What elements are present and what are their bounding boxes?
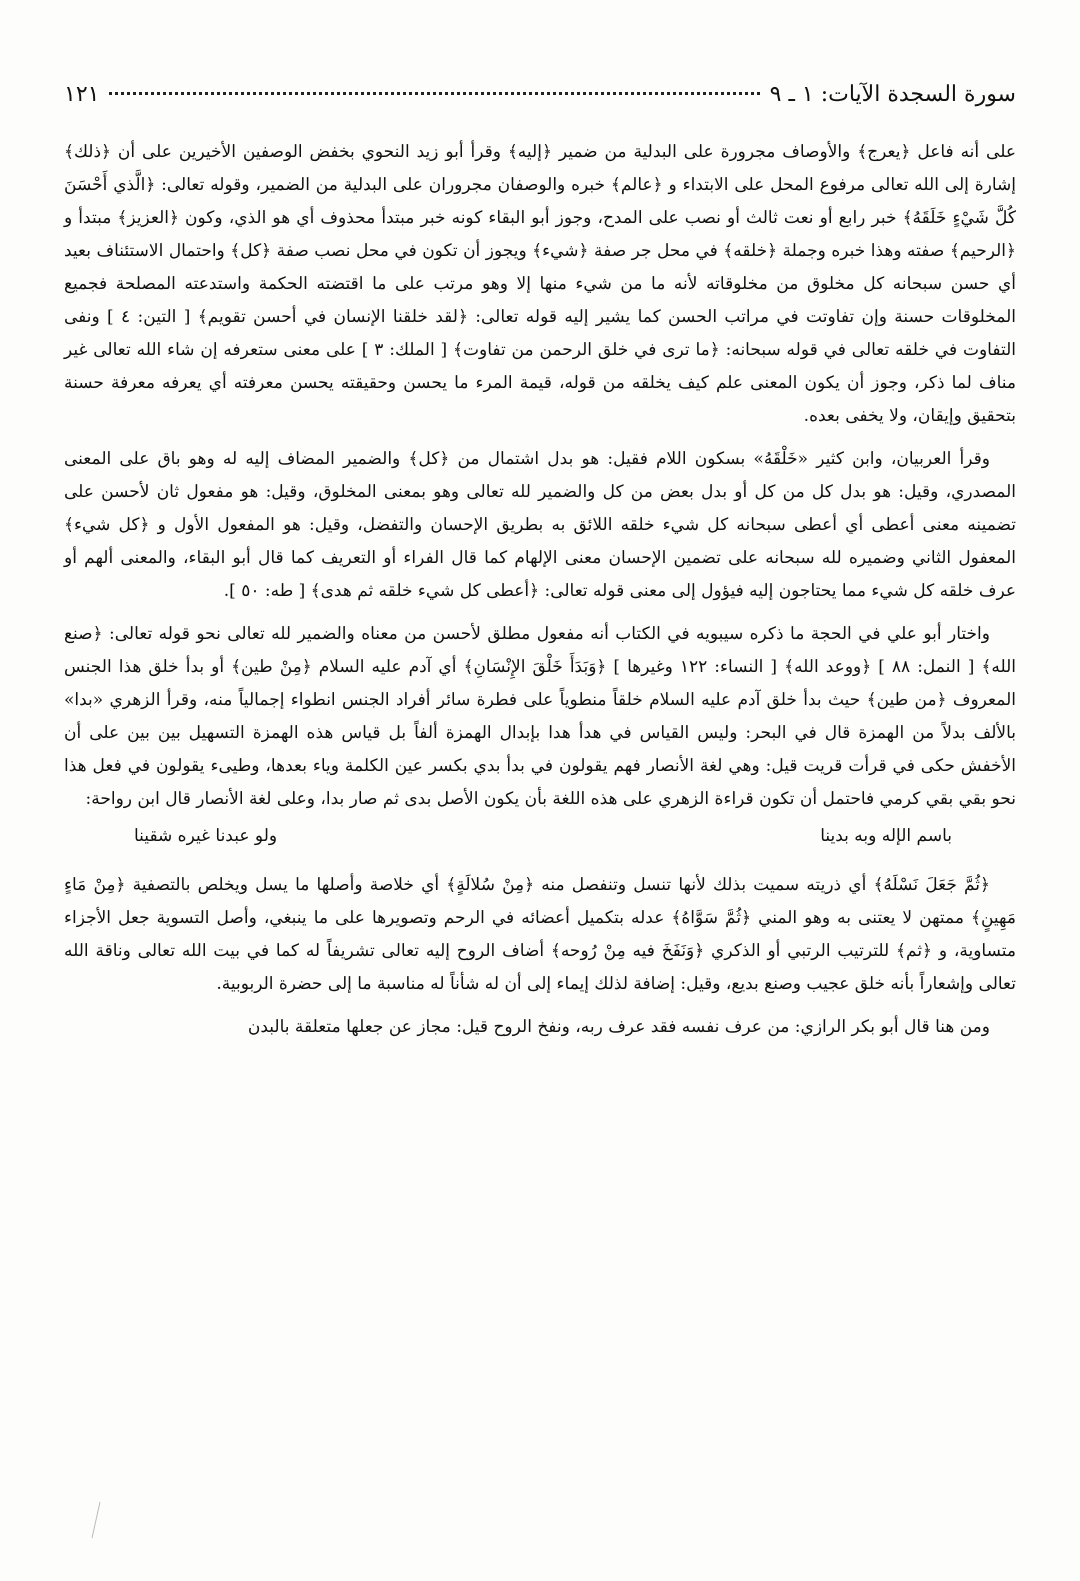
poetry-verse xyxy=(64,820,1016,853)
paragraph-3: واختار أبو علي في الحجة ما ذكره سيبويه في الكتاب أنه مفعول مطلق لأحسن من معناه والضمير لله تعالى نحو قوله تعالى: ﴿صنع الله﴾ [ النمل: ٨٨ ] ﴿ووعد الله﴾ [ النساء: ١٢٢ وغيرها ] ﴿وَبَدَأَ خَلْقَ الإِنْسَانِ﴾ أي آدم عليه السلام ﴿مِنْ طين﴾ أو بدأ خلق هذا الجنس المعروف ﴿من طين﴾ حيث بدأ خلق آدم عليه السلام خلقاً منطوياً على فطرة سائر أفراد الجنس انطواء إجمالياً منه، وقرأ الزهري «بدا» بالألف بدلاً من الهمزة قال في البحر: وليس القياس في هدأ هدا بإبدال الهمزة ألفاً بل قياس هذه الهمزة التسهيل بين بين على أن الأخفش حكى في قرأت قريت قيل: وهي لغة الأنصار فهم يقولون في بدأ بدي بكسر عين الكلمة وياء بعدها، وطيىء يقولون في فعل هذا نحو بقي بقي كرمي فاحتمل أن تكون قراءة الزهري على هذه اللغة بأن يكون الأصل بدى ثم صار بدا، وعلى لغة الأنصار قال ابن رواحة: xyxy=(64,624,1016,809)
running-header xyxy=(64,82,1016,116)
pencil-mark-icon xyxy=(88,1500,104,1540)
header-leader-dots xyxy=(109,92,759,95)
paragraph-4: ﴿ثُمَّ جَعَلَ نَسْلَهُ﴾ أي ذريته سميت بذلك لأنها تنسل وتنفصل منه ﴿مِنْ سُلالَةٍ﴾ أي خلاصة وأصلها ما يسل ويخلص بالتصفية ﴿مِنْ مَاءٍ مَهِينٍ﴾ ممتهن لا يعتنى به وهو المني ﴿ثُمَّ سَوَّاهُ﴾ عدله بتكميل أعضائه في الرحم وتصويرها على ما ينبغي، وأصل التسوية جعل الأجزاء متساوية، و ﴿ثم﴾ للترتيب الرتبي أو الذكري ﴿وَنَفَخَ فيه مِنْ رُوحه﴾ أضاف الروح إليه تعالى تشريفاً له كما في بيت الله تعالى وناقة الله تعالى وإشعاراً بأنه خلق عجيب وصنع بديع، وقيل: إضافة لذلك إيماء إلى أن له شأناً له مناسبة ما إلى حضرة الربوبية. xyxy=(64,875,1016,994)
body-text xyxy=(64,136,1016,1054)
paragraph-5: ومن هنا قال أبو بكر الرازي: من عرف نفسه فقد عرف ربه، ونفخ الروح قيل: مجاز عن جعلها متعلقة بالبدن xyxy=(247,1017,990,1037)
surah-title: سورة السجدة الآيات: ١ ـ ٩ xyxy=(769,82,1016,107)
page-number: ١٢١ xyxy=(64,82,100,107)
verse-left-hemistich: ولو عبدنا غيره شقينا xyxy=(134,826,278,846)
verse-right-hemistich: باسم الإله وبه بدينا xyxy=(820,826,952,846)
paragraph-1: على أنه فاعل ﴿يعرج﴾ والأوصاف مجرورة على البدلية من ضمير ﴿إليه﴾ وقرأ أبو زيد النحوي بخفض الوصفين الأخيرين على أن ﴿ذلك﴾ إشارة إلى الله تعالى مرفوع المحل على الابتداء و ﴿عالم﴾ خبره والوصفان مجروران على البدلية من الضمير، وقوله تعالى: ﴿الَّذي أَحْسَنَ كُلَّ شَيْءٍ خَلَقَهُ﴾ خبر رابع أو نعت ثالث أو نصب على المدح، وجوز أبو البقاء كونه خبر مبتدأ محذوف أي هو الذي، وكون ﴿العزيز﴾ مبتدأ و ﴿الرحيم﴾ صفته وهذا خبره وجملة ﴿خلقه﴾ في محل جر صفة ﴿شيء﴾ ويجوز أن تكون في محل نصب صفة ﴿كل﴾ واحتمال الاستئناف بعيد أي حسن سبحانه كل مخلوق من مخلوقاته لأنه ما من شيء منها إلا وهو مرتب على ما اقتضته الحكمة واستدعته المصلحة فجميع المخلوقات حسنة وإن تفاوتت في مراتب الحسن كما يشير إليه قوله تعالى: ﴿لقد خلقنا الإنسان في أحسن تقويم﴾ [ التين: ٤ ] ونفى التفاوت في خلقه تعالى في قوله سبحانه: ﴿ما ترى في خلق الرحمن من تفاوت﴾ [ الملك: ٣ ] على معنى ستعرفه إن شاء الله تعالى غير مناف لما ذكر، وجوز أن يكون المعنى علم كيف يخلقه من قوله، قيمة المرء ما يحسن وحقيقته يحسن معرفته أي يعرفه معرفة حسنة بتحقيق وإيقان، ولا يخفى بعده. xyxy=(64,142,1016,426)
paragraph-2: وقرأ العربيان، وابن كثير «خَلْقَهُ» بسكون اللام فقيل: هو بدل اشتمال من ﴿كل﴾ والضمير المضاف إليه له وهو باق على المعنى المصدري، وقيل: هو بدل كل من كل أو بدل بعض من كل والضمير لله تعالى وهو بمعنى المخلوق، وقيل: هو مفعول ثان لأحسن على تضمينه معنى أعطى أي أعطى سبحانه كل شيء خلقه اللائق به بطريق الإحسان والتفضل، وقيل: هو المفعول الأول و ﴿كل شيء﴾ المعفول الثاني وضميره لله سبحانه على تضمين الإحسان معنى الإلهام كما قال الفراء أو التعريف كما قال أبو البقاء، والمعنى ألهم أو عرف خلقه كل شيء مما يحتاجون إليه فيؤول إلى معنى قوله تعالى: ﴿أعطى كل شيء خلقه ثم هدى﴾ [ طه: ٥٠ ]. xyxy=(64,449,1016,601)
